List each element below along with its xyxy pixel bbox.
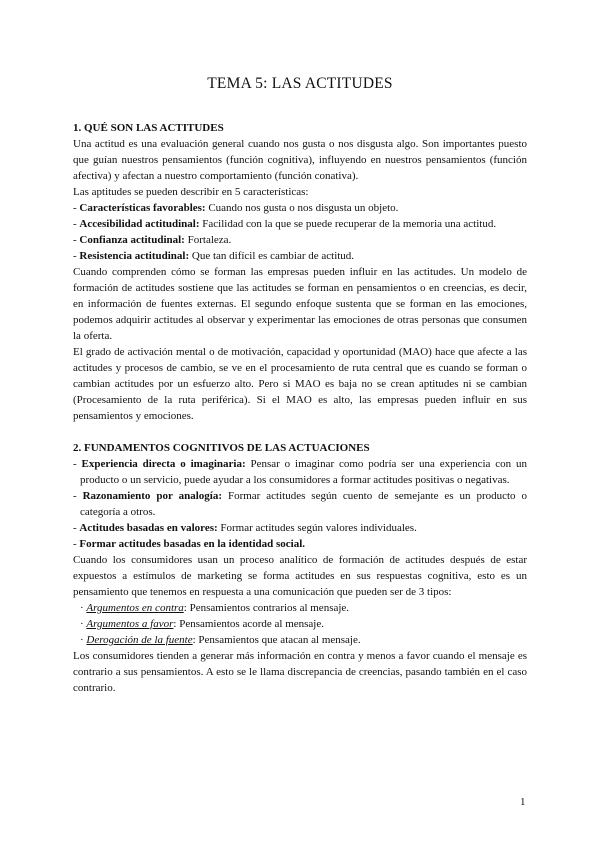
page-number: 1 — [520, 796, 526, 808]
section-1-paragraph: Una actitud es una evaluación general cuando nos gusta o nos disgusta algo. Son importantes puesto que guían nuestros pensamientos (función cognitiva), influyendo en nuestros pensamientos (función afectiva) y afectan a nuestro comportamiento (función conativa). — [73, 138, 527, 182]
document-body — [73, 120, 527, 696]
argument-item: · Derogación de la fuente: Pensamientos que atacan al mensaje. — [80, 634, 361, 646]
section-2-heading: 2. FUNDAMENTOS COGNITIVOS DE LAS ACTUACIONES — [73, 442, 370, 454]
list-item-term: Experiencia directa o imaginaria: — [81, 458, 246, 470]
document-title: TEMA 5: LAS ACTITUDES — [207, 75, 393, 92]
section-2-paragraph: Los consumidores tienden a generar más información en contra y menos a favor cuando el mensaje es contrario a sus pensamientos. A esto se le llama discrepancia de creencias, pasando también en el caso contrario. — [73, 650, 527, 694]
argument-text: : Pensamientos contrarios al mensaje. — [183, 602, 350, 614]
argument-text: : Pensamientos que atacan al mensaje. — [192, 634, 361, 646]
list-item: - Resistencia actitudinal: Que tan difícil es cambiar de actitud. — [73, 250, 355, 262]
list-item-text: Pensar o imaginar como podría ser una experiencia con un producto o un servicio, puede ayudar a los consumidores a formar actitudes positivas o negativas. — [80, 458, 527, 486]
list-item-term: Actitudes basadas en valores: — [79, 522, 218, 534]
list-item-text: Fortaleza. — [184, 234, 232, 246]
list-item: - Formar actitudes basadas en la identidad social. — [73, 538, 306, 550]
section-1-paragraph: El grado de activación mental o de motivación, capacidad y oportunidad (MAO) hace que afecte a las actitudes y procesos de cambio, se ve en el procesamiento de ruta central que es cuando se forman o cambian actitudes por un esfuerzo alto. Pero si MAO es baja no se crean aptitudes ni se cambian (Procesamiento de la ruta periférica). Si el MAO es alto, las empresas pueden influir en sus pensamientos y emociones. — [73, 346, 527, 422]
list-item-text: Facilidad con la que se puede recuperar de la memoria una actitud. — [199, 218, 497, 230]
list-item-text: Cuando nos gusta o nos disgusta un objeto. — [205, 202, 399, 214]
list-item-term: Razonamiento por analogía: — [82, 490, 223, 502]
list-item-term: Accesibilidad actitudinal: — [79, 218, 200, 230]
list-item-term: Resistencia actitudinal: — [79, 250, 190, 262]
list-item-text: Que tan difícil es cambiar de actitud. — [189, 250, 355, 262]
list-item-term: Características favorables: — [79, 202, 206, 214]
list-item-text: Formar actitudes según valores individuales. — [217, 522, 417, 534]
section-1-paragraph: Las aptitudes se pueden describir en 5 características: — [73, 186, 309, 198]
section-1-heading: 1. QUÉ SON LAS ACTITUDES — [73, 122, 224, 134]
section-2-paragraph: Cuando los consumidores usan un proceso analítico de formación de actitudes después de estar expuestos a estímulos de marketing se forma actitudes en sus respuestas cognitiva, esto es un pensamiento que tenemos en respuesta a una comunicación que pueden ser de 3 tipos: — [73, 554, 527, 598]
list-item: - Características favorables: Cuando nos gusta o nos disgusta un objeto. — [73, 202, 399, 214]
list-item: - Razonamiento por analogía: Formar actitudes según cuento de semejante es un producto o categoría a otros. — [73, 490, 527, 518]
list-item: - Accesibilidad actitudinal: Facilidad con la que se puede recuperar de la memoria una actitud. — [73, 218, 497, 230]
argument-term: Argumentos a favor — [86, 618, 174, 630]
argument-term: Argumentos en contra — [86, 602, 184, 614]
argument-term: Derogación de la fuente — [86, 634, 193, 646]
argument-item: · Argumentos en contra: Pensamientos contrarios al mensaje. — [80, 602, 350, 614]
list-item: - Actitudes basadas en valores: Formar actitudes según valores individuales. — [73, 522, 417, 534]
list-item-term: Formar actitudes basadas en la identidad social. — [79, 538, 306, 550]
list-item: - Confianza actitudinal: Fortaleza. — [73, 234, 232, 246]
list-item: - Experiencia directa o imaginaria: Pensar o imaginar como podría ser una experiencia con un producto o un servicio, puede ayudar a los consumidores a formar actitudes positivas o negativas. — [73, 458, 527, 486]
list-item-term: Confianza actitudinal: — [79, 234, 185, 246]
argument-item: · Argumentos a favor: Pensamientos acorde al mensaje. — [80, 618, 324, 630]
section-1-paragraph: Cuando comprenden cómo se forman las empresas pueden influir en las actitudes. Un modelo de formación de actitudes sostiene que las actitudes se forman en pensamientos o en creencias, es decir, en información de fuentes externas. El segundo enfoque sustenta que se forman en las emociones, podemos adquirir actitudes al observar y experimentar las emociones de otras personas que consumen la oferta. — [73, 266, 527, 342]
list-item-text: Formar actitudes según cuento de semejante es un producto o categoría a otros. — [80, 490, 527, 518]
section-spacer — [73, 424, 527, 440]
argument-text: : Pensamientos acorde al mensaje. — [173, 618, 324, 630]
